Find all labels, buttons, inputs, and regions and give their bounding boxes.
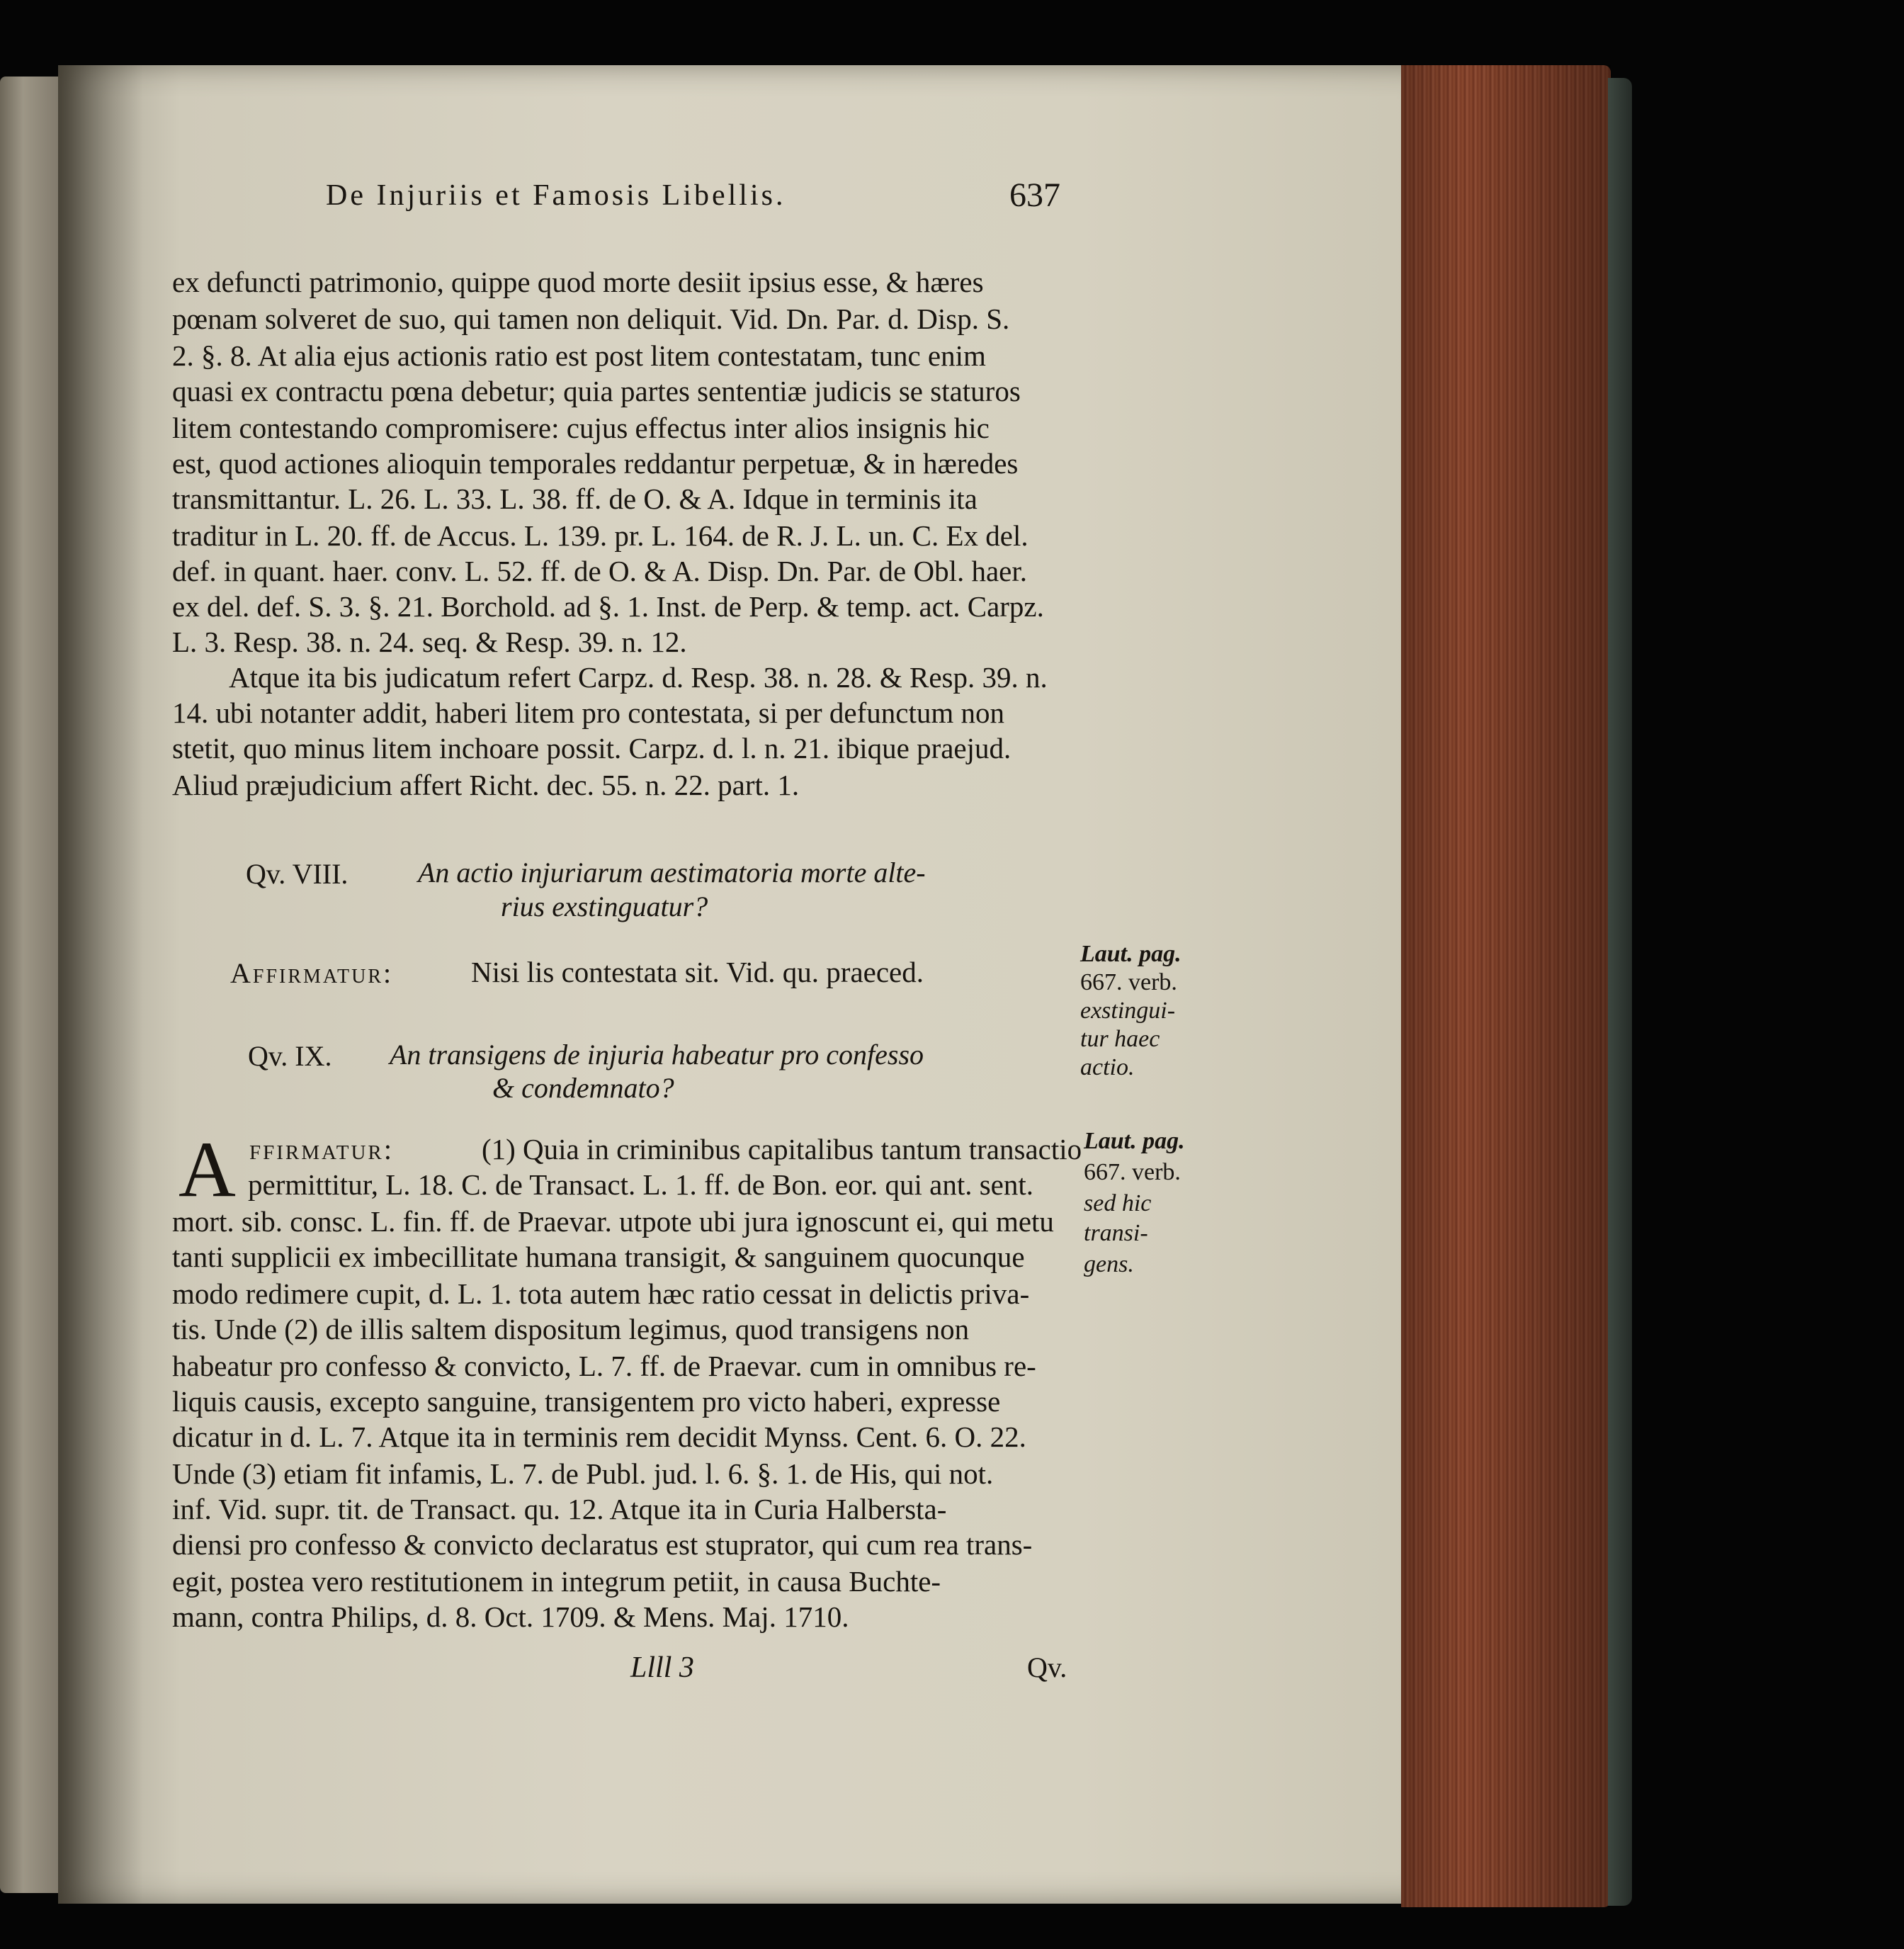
- margin-note-line: tur haec: [1080, 1026, 1160, 1052]
- fore-edge: [1401, 65, 1611, 1907]
- body-line: stetit, quo minus litem inchoare possit. Carpz. d. l. n. 21. ibique praejud.: [172, 732, 1012, 764]
- body-line: modo redimere cupit, d. L. 1. tota autem hæc ratio cessat in delictis priva-: [172, 1277, 1030, 1310]
- body-line: habeatur pro confesso & convicto, L. 7. ff. de Praevar. cum in omnibus re-: [172, 1350, 1036, 1382]
- question-8-label: Qv. VIII.: [246, 858, 348, 890]
- body-line: diensi pro confesso & convicto declaratus est stuprator, qui cum rea trans-: [172, 1528, 1033, 1561]
- body-line: quasi ex contractu pœna debetur; quia partes sententiæ judicis se staturos: [172, 375, 1021, 407]
- body-line: def. in quant. haer. conv. L. 52. ff. de O. & A. Disp. Dn. Par. de Obl. haer.: [172, 555, 1027, 587]
- body-line: egit, postea vero restitutionem in integrum petiit, in causa Buchte-: [172, 1565, 941, 1598]
- body-line: est, quod actiones alioquin temporales reddantur perpetuæ, & in hæredes: [172, 447, 1019, 480]
- body-line: L. 3. Resp. 38. n. 24. seq. & Resp. 39. n. 12.: [172, 626, 687, 658]
- body-line: Atque ita bis judicatum refert Carpz. d. Resp. 38. n. 28. & Resp. 39. n.: [229, 661, 1048, 694]
- question-9-label: Qv. IX.: [248, 1040, 332, 1072]
- gutter-shadow: [58, 65, 143, 1904]
- margin-note-line: Laut. pag.: [1080, 941, 1182, 967]
- body-line: pœnam solveret de suo, qui tamen non deliquit. Vid. Dn. Par. d. Disp. S.: [172, 303, 1010, 335]
- body-line: 2. §. 8. At alia ejus actionis ratio est post litem contestatam, tunc enim: [172, 339, 986, 372]
- margin-note-line: exstingui-: [1080, 998, 1176, 1024]
- margin-note-line: sed hic: [1084, 1190, 1152, 1216]
- question-8-text-line1: An actio injuriarum aestimatoria morte alte-: [418, 857, 926, 888]
- body-line: Unde (3) etiam fit infamis, L. 7. de Publ. jud. l. 6. §. 1. de His, qui not.: [172, 1457, 994, 1490]
- page-number: 637: [1009, 176, 1060, 214]
- question-9-text-line1: An transigens de injuria habeatur pro confesso: [390, 1039, 924, 1070]
- body-line: tanti supplicii ex imbecillitate humana transigit, & sanguinem quocunque: [172, 1241, 1025, 1273]
- answer-8-lead: Affirmatur:: [230, 957, 394, 989]
- margin-note-line: transi-: [1084, 1220, 1148, 1246]
- body-line: litem contestando compromisere: cujus effectus inter alios insignis hic: [172, 412, 990, 444]
- body-line: permittitur, L. 18. C. de Transact. L. 1. ff. de Bon. eor. qui ant. sent.: [248, 1168, 1034, 1201]
- body-line: inf. Vid. supr. tit. de Transact. qu. 12. Atque ita in Curia Halbersta-: [172, 1493, 947, 1525]
- question-9-text-line2: & condemnato?: [492, 1072, 674, 1104]
- left-page-edge: [0, 77, 58, 1893]
- body-line: traditur in L. 20. ff. de Accus. L. 139. pr. L. 164. de R. J. L. un. C. Ex del.: [172, 519, 1028, 552]
- body-line: 14. ubi notanter addit, haberi litem pro contestata, si per defunctum non: [172, 696, 1005, 729]
- body-line: Aliud præjudicium affert Richt. dec. 55. n. 22. part. 1.: [172, 769, 800, 801]
- catchword: Qv.: [1027, 1651, 1067, 1683]
- body-line: tis. Unde (2) de illis saltem dispositum legimus, quod transigens non: [172, 1313, 970, 1345]
- body-line: (1) Quia in criminibus capitalibus tantum transactio: [482, 1133, 1082, 1165]
- margin-note-line: Laut. pag.: [1084, 1128, 1185, 1154]
- cover-edge: [1608, 78, 1632, 1906]
- signature-mark: Llll 3: [630, 1651, 694, 1684]
- margin-note-line: gens.: [1084, 1251, 1134, 1277]
- answer-9-lead: ffirmatur:: [249, 1133, 395, 1165]
- question-8-text-line2: rius exstinguatur?: [501, 891, 708, 922]
- body-line: ex del. def. S. 3. §. 21. Borchold. ad §. 1. Inst. de Perp. & temp. act. Carpz.: [172, 590, 1044, 623]
- answer-8-text: Nisi lis contestata sit. Vid. qu. praeced.: [471, 956, 924, 988]
- margin-note-line: 667. verb.: [1084, 1159, 1181, 1185]
- drop-cap: A: [178, 1126, 236, 1214]
- margin-note-line: 667. verb.: [1080, 969, 1177, 995]
- running-head: De Injuriis et Famosis Libellis.: [326, 179, 786, 212]
- body-line: dicatur in d. L. 7. Atque ita in terminis rem decidit Mynss. Cent. 6. O. 22.: [172, 1420, 1026, 1453]
- body-line: liquis causis, excepto sanguine, transigentem pro victo haberi, expresse: [172, 1385, 1001, 1418]
- margin-note-line: actio.: [1080, 1054, 1135, 1080]
- body-line: mort. sib. consc. L. fin. ff. de Praevar. utpote ubi jura ignoscunt ei, qui metu: [172, 1205, 1054, 1238]
- body-line: ex defuncti patrimonio, quippe quod morte desiit ipsius esse, & hæres: [172, 266, 984, 298]
- body-line: mann, contra Philips, d. 8. Oct. 1709. & Mens. Maj. 1710.: [172, 1600, 849, 1633]
- body-line: transmittantur. L. 26. L. 33. L. 38. ff. de O. & A. Idque in terminis ita: [172, 482, 978, 515]
